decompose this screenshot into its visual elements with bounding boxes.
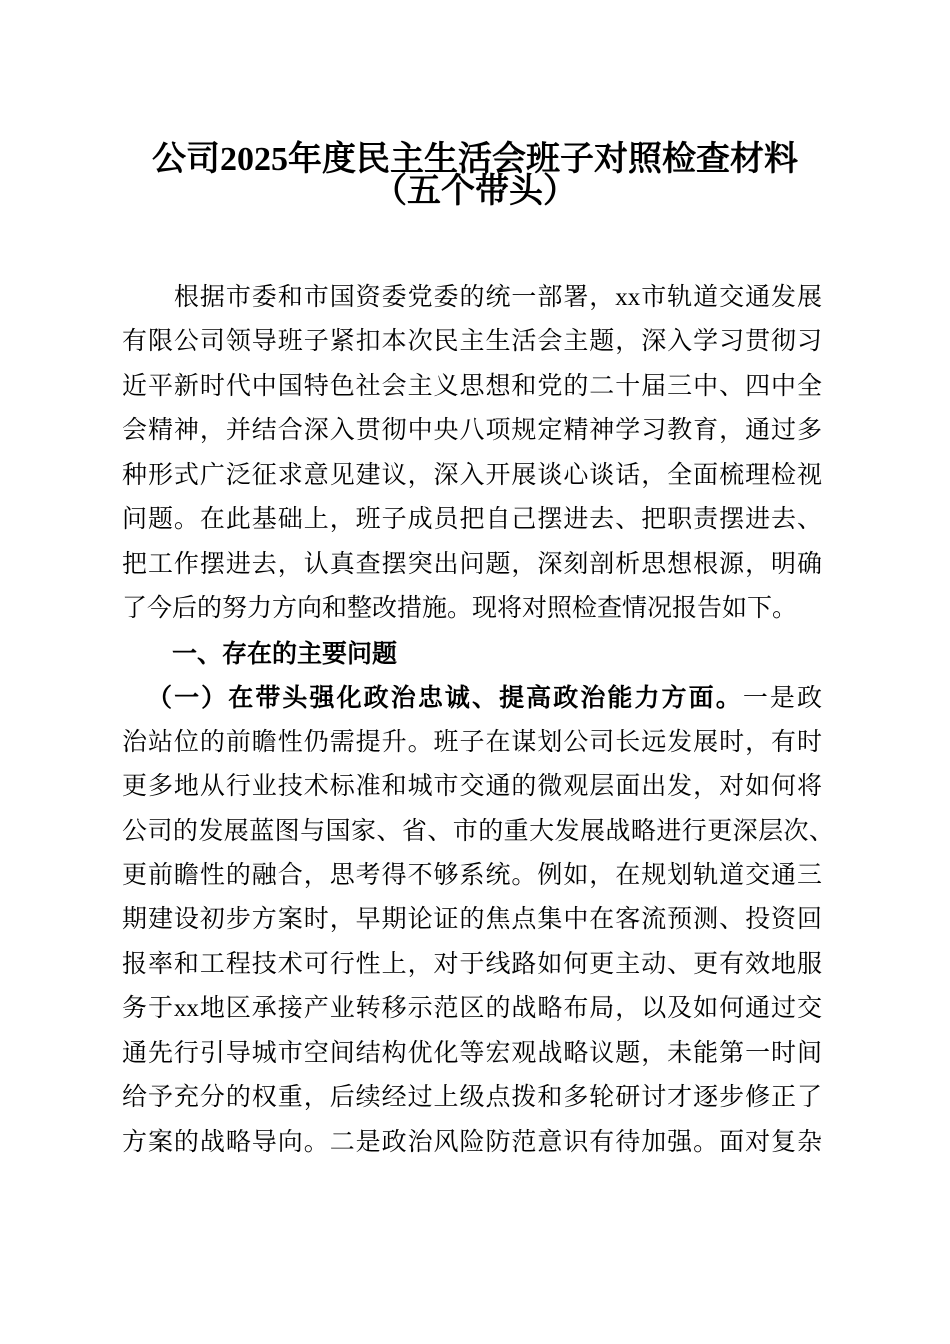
text-span: 一是政 xyxy=(742,685,822,712)
text-line: 把工作摆进去，认真查摆突出问题，深刻剖析思想根源，明确 xyxy=(122,551,822,578)
text-line: 有限公司领导班子紧扣本次民主生活会主题，深入学习贯彻习 xyxy=(122,328,822,355)
text-line: 给予充分的权重，后续经过上级点拨和多轮研讨才逐步修正了 xyxy=(122,1084,822,1111)
document-subtitle: （五个带头） xyxy=(373,173,577,210)
text-line: 了今后的努力方向和整改措施。现将对照检查情况报告如下。 xyxy=(122,595,798,622)
text-line: 治站位的前瞻性仍需提升。班子在谋划公司长远发展时，有时 xyxy=(122,729,822,756)
document-title: 公司2025年度民主生活会班子对照检查材料 xyxy=(152,141,798,178)
section-heading: 一、存在的主要问题 xyxy=(122,640,398,668)
text-line xyxy=(122,684,822,714)
text-line: 公司的发展蓝图与国家、省、市的重大发展战略进行更深层次、 xyxy=(122,818,834,845)
text-line: 方案的战略导向。二是政治风险防范意识有待加强。面对复杂 xyxy=(122,1129,822,1156)
text-line: 更前瞻性的融合，思考得不够系统。例如，在规划轨道交通三 xyxy=(122,862,822,889)
text-line: 会精神，并结合深入贯彻中央八项规定精神学习教育，通过多 xyxy=(122,417,822,444)
text-line: 更多地从行业技术标准和城市交通的微观层面出发，对如何将 xyxy=(122,773,822,800)
text-line: 务于xx地区承接产业转移示范区的战略布局，以及如何通过交 xyxy=(122,995,822,1022)
text-line: 问题。在此基础上，班子成员把自己摆进去、把职责摆进去、 xyxy=(122,506,822,533)
text-line: 根据市委和市国资委党委的统一部署，xx市轨道交通发展 xyxy=(122,284,822,311)
subsection-heading: （一）在带头强化政治忠诚、提高政治能力方面。 xyxy=(147,685,743,712)
text-line: 报率和工程技术可行性上，对于线路如何更主动、更有效地服 xyxy=(122,951,822,978)
text-line: 期建设初步方案时，早期论证的焦点集中在客流预测、投资回 xyxy=(122,906,822,933)
text-line: 通先行引导城市空间结构优化等宏观战略议题，未能第一时间 xyxy=(122,1040,822,1067)
text-line: 种形式广泛征求意见建议，深入开展谈心谈话，全面梳理检视 xyxy=(122,462,822,489)
text-line: 近平新时代中国特色社会主义思想和党的二十届三中、四中全 xyxy=(122,373,822,400)
